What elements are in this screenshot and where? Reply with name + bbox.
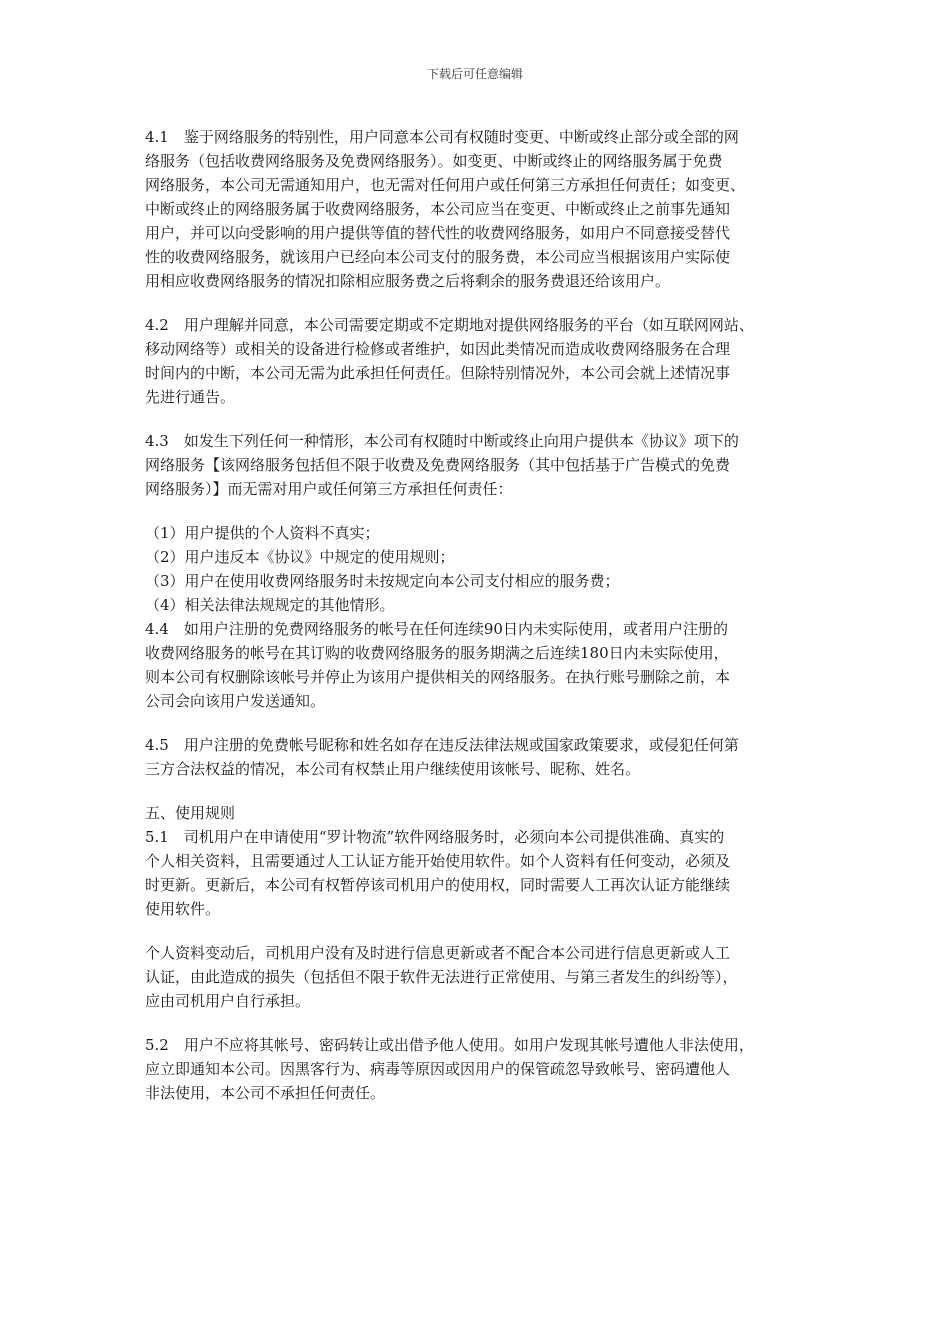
- text-line: 网络服务）】而无需对用户或任何第三方承担任何责任：: [145, 480, 513, 498]
- text-line: 非法使用，本公司不承担任何责任。: [145, 1084, 386, 1102]
- text-line: 用户，并可以向受影响的用户提供等值的替代性的收费网络服务，如用户不同意接受替代: [145, 224, 731, 242]
- text-line: 时间内的中断，本公司无需为此承担任何责任。但除特别情况外，本公司会就上述情况事: [145, 364, 731, 382]
- text-line: 三方合法权益的情况，本公司有权禁止用户继续使用该帐号、昵称、姓名。: [145, 760, 641, 778]
- paragraph-gap: [145, 781, 810, 801]
- text-line: 认证，由此造成的损失（包括但不限于软件无法进行正常使用、与第三者发生的纠纷等），: [145, 968, 738, 986]
- text-line: （3）用户在使用收费网络服务时未按规定向本公司支付相应的服务费；: [145, 572, 620, 590]
- text-line: 4.1 鉴于网络服务的特别性，用户同意本公司有权随时变更、中断或终止部分或全部的网: [145, 128, 739, 146]
- paragraph: [145, 521, 810, 713]
- text-line: 4.5 用户注册的免费帐号昵称和姓名如存在违反法律法规或国家政策要求，或侵犯任何第: [145, 736, 739, 754]
- text-line: 络服务（包括收费网络服务及免费网络服务）。如变更、中断或终止的网络服务属于免费: [145, 152, 723, 170]
- text-line: 五、使用规则: [145, 804, 236, 822]
- text-line: 4.3 如发生下列任何一种情形，本公司有权随时中断或终止向用户提供本《协议》项下的: [145, 432, 739, 450]
- text-line: 用相应收费网络服务的情况扣除相应服务费之后将剩余的服务费退还给该用户。: [145, 272, 671, 290]
- text-line: 网络服务，本公司无需通知用户，也无需对任何用户或任何第三方承担任何责任；如变更、: [145, 176, 746, 194]
- text-line: （4）相关法律法规规定的其他情形。: [145, 596, 395, 614]
- paragraph: [145, 941, 810, 1013]
- document-body: [145, 125, 810, 1105]
- page-header: 下载后可任意编辑: [426, 67, 523, 81]
- text-line: 使用软件。: [145, 900, 221, 918]
- paragraph-gap: [145, 409, 810, 429]
- paragraph: [145, 313, 810, 409]
- text-line: 公司会向该用户发送通知。: [145, 692, 326, 710]
- text-line: 则本公司有权删除该帐号并停止为该用户提供相关的网络服务。在执行账号删除之前，本: [145, 668, 731, 686]
- text-line: 网络服务【该网络服务包括但不限于收费及免费网络服务（其中包括基于广告模式的免费: [145, 456, 731, 474]
- text-line: 5.1 司机用户在申请使用“罗计物流”软件网络服务时，必须向本公司提供准确、真实的: [145, 828, 725, 846]
- paragraph-gap: [145, 501, 810, 521]
- text-line: 个人相关资料，且需要通过人工认证方能开始使用软件。如个人资料有任何变动，必须及: [145, 852, 731, 870]
- paragraph-gap: [145, 293, 810, 313]
- paragraph: [145, 125, 810, 293]
- text-line: 性的收费网络服务，就该用户已经向本公司支付的服务费，本公司应当根据该用户实际使: [145, 248, 731, 266]
- paragraph-gap: [145, 921, 810, 941]
- text-line: 4.2 用户理解并同意，本公司需要定期或不定期地对提供网络服务的平台（如互联网网站、: [145, 316, 754, 334]
- paragraph: [145, 429, 810, 501]
- text-line: （1）用户提供的个人资料不真实；: [145, 524, 380, 542]
- text-line: 应由司机用户自行承担。: [145, 992, 311, 1010]
- paragraph-gap: [145, 1013, 810, 1033]
- paragraph-gap: [145, 713, 810, 733]
- paragraph: [145, 801, 810, 921]
- text-line: 4.4 如用户注册的免费网络服务的帐号在任何连续90日内未实际使用，或者用户注册的: [145, 620, 728, 638]
- text-line: 移动网络等）或相关的设备进行检修或者维护，如因此类情况而造成收费网络服务在合理: [145, 340, 731, 358]
- text-line: 收费网络服务的帐号在其订购的收费网络服务的服务期满之后连续180日内未实际使用，: [145, 644, 729, 662]
- text-line: （2）用户违反本《协议》中规定的使用规则；: [145, 548, 455, 566]
- text-line: 应立即通知本公司。因黑客行为、病毒等原因或因用户的保管疏忽导致帐号、密码遭他人: [145, 1060, 731, 1078]
- text-line: 时更新。更新后，本公司有权暂停该司机用户的使用权，同时需要人工再次认证方能继续: [145, 876, 731, 894]
- text-line: 中断或终止的网络服务属于收费网络服务，本公司应当在变更、中断或终止之前事先通知: [145, 200, 731, 218]
- text-line: 5.2 用户不应将其帐号、密码转让或出借予他人使用。如用户发现其帐号遭他人非法使用，: [145, 1036, 754, 1054]
- paragraph: [145, 1033, 810, 1105]
- text-line: 先进行通告。: [145, 388, 236, 406]
- paragraph: [145, 733, 810, 781]
- text-line: 个人资料变动后，司机用户没有及时进行信息更新或者不配合本公司进行信息更新或人工: [145, 944, 731, 962]
